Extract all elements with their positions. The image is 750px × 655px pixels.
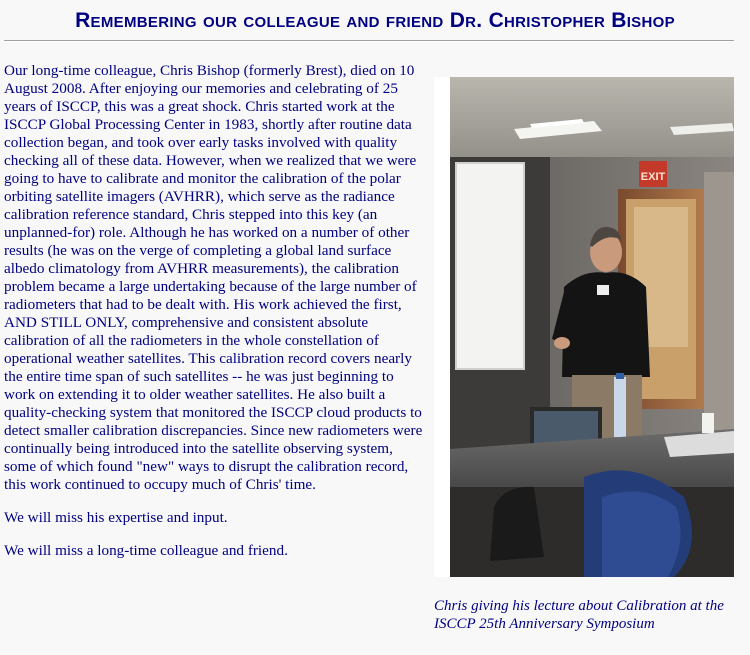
page-title: Remembering our colleague and friend Dr. Christopher Bishop bbox=[75, 9, 675, 32]
photo-caption: Chris giving his lecture about Calibration at the ISCCP 25th Anniversary Symposium bbox=[434, 598, 724, 632]
article-body bbox=[4, 62, 426, 575]
article-paragraph-1: Our long-time colleague, Chris Bishop (formerly Brest), died on 10 August 2008. After enjoying our memories and celebrating of 25 years of ISCCP, this was a great shock. Chris started work at the ISCCP Global Processing Center in 1983, shortly after routine data collection began, and took over early tasks involved with quality checking all of these data. However, when we realized that we were going to have to calibrate and monitor the calibration of the polar orbiting satellite imagers (AVHRR), which serve as the radiance calibration reference standard, Chris stepped into this key (an unplanned-for) role. Although he has worked on a number of other results (he was on the verge of completing a global land surface albedo climatology from AVHRR measurements), the calibration problem became a large undertaking because of the large number of radiometers that had to be dealt with. His work achieved the first, AND STILL ONLY, comprehensive and consistent absolute calibration of all the radiometers in the whole constellation of operational weather satellites. This calibration record covers nearly the entire time span of such satellites -- he was just beginning to work on extending it to older weather satellites. He also built a quality-checking system that monitored the ISCCP cloud products to detect smaller calibration discrepancies. Since new radiometers were continually being introduced into the satellite observing system, some of which found "new" ways to disrupt the calibration record, this work continued to occupy much of Chris' time. bbox=[4, 62, 423, 493]
lecture-photo bbox=[434, 77, 734, 577]
exit-sign-label: EXIT bbox=[640, 171, 666, 183]
lecture-photo-illustration bbox=[434, 77, 734, 577]
article-paragraph-2: We will miss his expertise and input. bbox=[4, 509, 228, 526]
article-paragraph-3: We will miss a long-time colleague and friend. bbox=[4, 542, 288, 559]
title-divider bbox=[4, 40, 734, 42]
